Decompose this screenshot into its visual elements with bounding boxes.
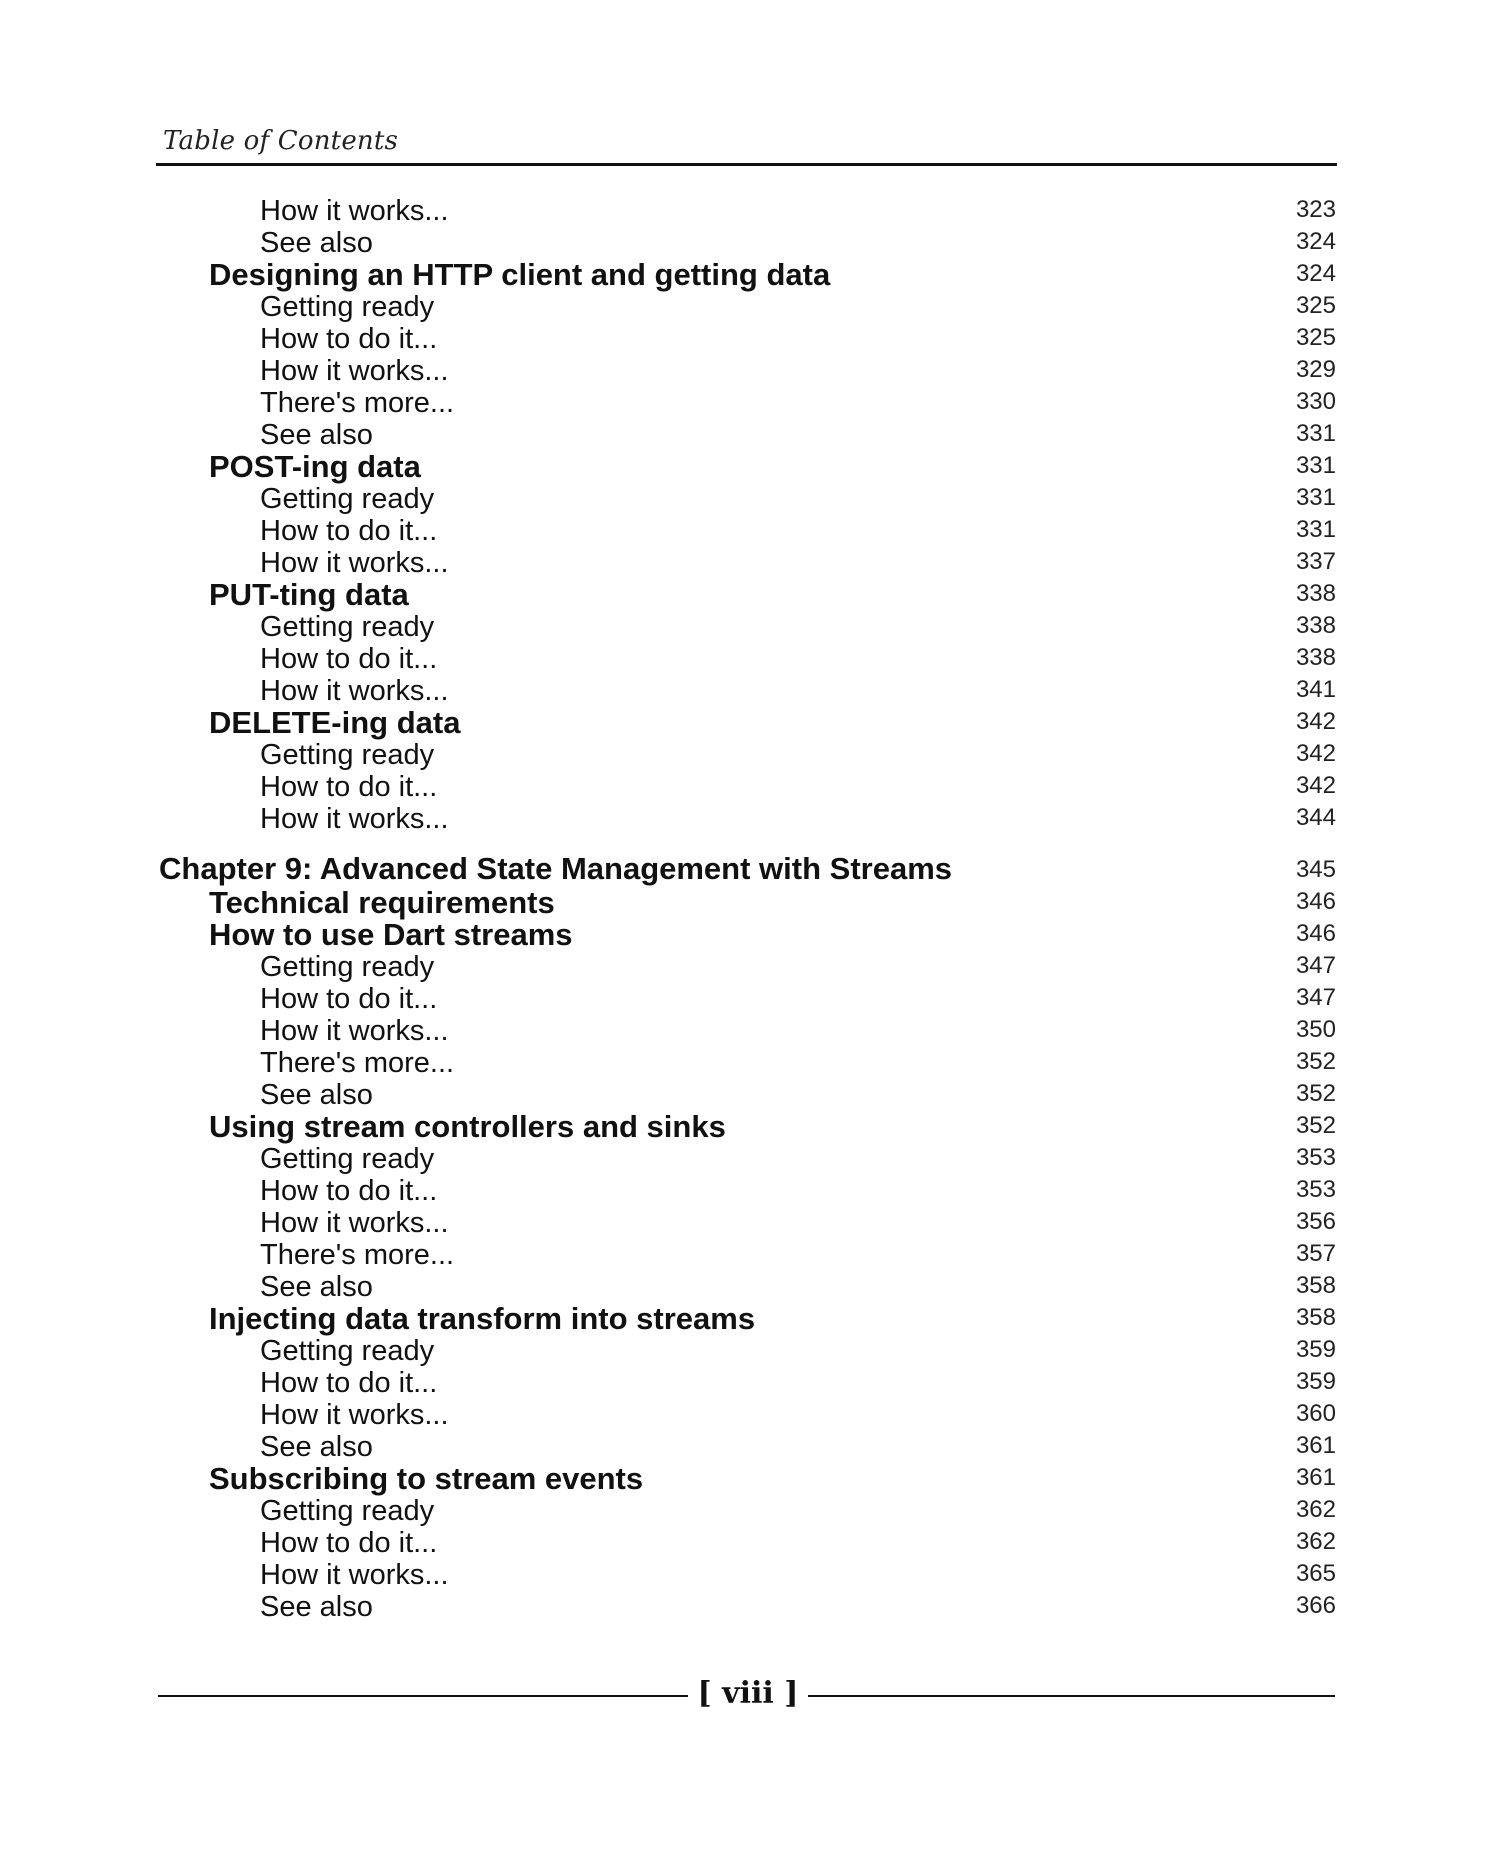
toc-subsection-entry[interactable] — [0, 611, 1500, 643]
toc-entry-title: POST-ing data — [209, 449, 421, 484]
toc-entry-title: Injecting data transform into streams — [209, 1301, 756, 1336]
toc-subsection-entry[interactable] — [0, 195, 1500, 227]
toc-subsection-entry[interactable] — [0, 515, 1500, 547]
toc-entry-title: How to use Dart streams — [209, 917, 573, 952]
toc-entry-page-number: 342 — [1295, 708, 1336, 735]
toc-entry-title: How to do it... — [260, 1367, 438, 1399]
toc-subsection-entry[interactable] — [0, 643, 1500, 675]
toc-section-entry[interactable] — [0, 1303, 1500, 1335]
toc-section-entry[interactable] — [0, 1111, 1500, 1143]
toc-subsection-entry[interactable] — [0, 547, 1500, 579]
toc-entry-title: Getting ready — [260, 483, 435, 515]
toc-entry-page-number: 358 — [1295, 1272, 1336, 1299]
toc-entry-page-number: 352 — [1295, 1080, 1336, 1107]
toc-entry-page-number: 337 — [1295, 548, 1336, 575]
toc-subsection-entry[interactable] — [0, 419, 1500, 451]
toc-subsection-entry[interactable] — [0, 1143, 1500, 1175]
page-number-folio: [ viii ] — [697, 1676, 799, 1711]
toc-entry-title: See also — [260, 1079, 373, 1111]
toc-entry-title: See also — [260, 1271, 373, 1303]
toc-subsection-entry[interactable] — [0, 1175, 1500, 1207]
toc-entry-page-number: 346 — [1295, 920, 1336, 947]
toc-section-entry[interactable] — [0, 887, 1500, 919]
toc-subsection-entry[interactable] — [0, 1591, 1500, 1623]
toc-entry-page-number: 361 — [1295, 1464, 1336, 1491]
toc-entry-title: How it works... — [260, 355, 449, 387]
toc-entry-title: Getting ready — [260, 291, 435, 323]
table-of-contents — [0, 195, 1500, 1623]
toc-entry-title: See also — [260, 1591, 373, 1623]
toc-entry-page-number: 360 — [1295, 1400, 1336, 1427]
toc-entry-page-number: 323 — [1295, 196, 1336, 223]
toc-subsection-entry[interactable] — [0, 483, 1500, 515]
toc-section-entry[interactable] — [0, 451, 1500, 483]
toc-entry-title: There's more... — [260, 387, 455, 419]
toc-entry-title: How it works... — [260, 1015, 449, 1047]
toc-entry-page-number: 345 — [1295, 856, 1336, 883]
toc-entry-title: Getting ready — [260, 1143, 435, 1175]
toc-entry-page-number: 331 — [1295, 484, 1336, 511]
toc-entry-title: How it works... — [260, 1399, 449, 1431]
toc-entry-title: Technical requirements — [209, 885, 555, 920]
toc-chapter-entry[interactable] — [0, 850, 1500, 887]
toc-entry-page-number: 344 — [1295, 804, 1336, 831]
toc-entry-title: How to do it... — [260, 323, 438, 355]
toc-section-entry[interactable] — [0, 259, 1500, 291]
toc-section-entry[interactable] — [0, 919, 1500, 951]
toc-subsection-entry[interactable] — [0, 323, 1500, 355]
toc-entry-title: How it works... — [260, 195, 449, 227]
toc-subsection-entry[interactable] — [0, 983, 1500, 1015]
toc-entry-title: DELETE-ing data — [209, 705, 461, 740]
toc-entry-title: How it works... — [260, 803, 449, 835]
toc-subsection-entry[interactable] — [0, 387, 1500, 419]
toc-entry-page-number: 359 — [1295, 1336, 1336, 1363]
toc-entry-page-number: 338 — [1295, 612, 1336, 639]
toc-entry-page-number: 330 — [1295, 388, 1336, 415]
toc-entry-page-number: 365 — [1295, 1560, 1336, 1587]
toc-entry-title: See also — [260, 1431, 373, 1463]
toc-entry-title: How to do it... — [260, 1527, 438, 1559]
toc-entry-page-number: 361 — [1295, 1432, 1336, 1459]
toc-entry-page-number: 357 — [1295, 1240, 1336, 1267]
toc-entry-page-number: 352 — [1295, 1048, 1336, 1075]
toc-entry-page-number: 366 — [1295, 1592, 1336, 1619]
toc-subsection-entry[interactable] — [0, 739, 1500, 771]
toc-subsection-entry[interactable] — [0, 771, 1500, 803]
toc-subsection-entry[interactable] — [0, 1079, 1500, 1111]
toc-entry-page-number: 359 — [1295, 1368, 1336, 1395]
toc-entry-title: Getting ready — [260, 1495, 435, 1527]
toc-entry-page-number: 362 — [1295, 1496, 1336, 1523]
toc-entry-page-number: 358 — [1295, 1304, 1336, 1331]
toc-entry-title: See also — [260, 419, 373, 451]
toc-subsection-entry[interactable] — [0, 1271, 1500, 1303]
toc-subsection-entry[interactable] — [0, 1239, 1500, 1271]
toc-entry-title: Getting ready — [260, 1335, 435, 1367]
footer-rule-right — [808, 1695, 1335, 1697]
toc-entry-title: See also — [260, 227, 373, 259]
toc-entry-page-number: 342 — [1295, 740, 1336, 767]
header-rule — [156, 163, 1337, 166]
toc-entry-page-number: 347 — [1295, 952, 1336, 979]
toc-subsection-entry[interactable] — [0, 1431, 1500, 1463]
toc-subsection-entry[interactable] — [0, 675, 1500, 707]
toc-subsection-entry[interactable] — [0, 803, 1500, 835]
toc-entry-title: Getting ready — [260, 611, 435, 643]
toc-entry-title: PUT-ting data — [209, 577, 409, 612]
toc-entry-page-number: 325 — [1295, 292, 1336, 319]
toc-entry-page-number: 329 — [1295, 356, 1336, 383]
toc-entry-page-number: 362 — [1295, 1528, 1336, 1555]
toc-entry-title: Designing an HTTP client and getting data — [209, 257, 831, 292]
toc-subsection-entry[interactable] — [0, 1335, 1500, 1367]
toc-entry-title: How it works... — [260, 547, 449, 579]
toc-entry-title: There's more... — [260, 1047, 455, 1079]
toc-entry-page-number: 331 — [1295, 516, 1336, 543]
toc-entry-title: Chapter 9: Advanced State Management with Streams — [159, 851, 952, 886]
toc-entry-page-number: 352 — [1295, 1112, 1336, 1139]
toc-entry-title: How to do it... — [260, 515, 438, 547]
toc-entry-title: How to do it... — [260, 1175, 438, 1207]
toc-subsection-entry[interactable] — [0, 227, 1500, 259]
toc-entry-title: How to do it... — [260, 643, 438, 675]
toc-entry-page-number: 331 — [1295, 420, 1336, 447]
toc-subsection-entry[interactable] — [0, 1559, 1500, 1591]
toc-entry-title: How it works... — [260, 1207, 449, 1239]
toc-entry-page-number: 338 — [1295, 644, 1336, 671]
toc-subsection-entry[interactable] — [0, 951, 1500, 983]
toc-entry-title: How to do it... — [260, 771, 438, 803]
toc-entry-page-number: 338 — [1295, 580, 1336, 607]
toc-entry-title: How it works... — [260, 1559, 449, 1591]
toc-entry-title: Using stream controllers and sinks — [209, 1109, 726, 1144]
toc-entry-page-number: 347 — [1295, 984, 1336, 1011]
toc-subsection-entry[interactable] — [0, 1207, 1500, 1239]
toc-subsection-entry[interactable] — [0, 1495, 1500, 1527]
footer-rule-left — [158, 1695, 688, 1697]
toc-entry-title: How it works... — [260, 675, 449, 707]
toc-entry-page-number: 325 — [1295, 324, 1336, 351]
toc-subsection-entry[interactable] — [0, 1527, 1500, 1559]
toc-entry-page-number: 353 — [1295, 1176, 1336, 1203]
toc-entry-title: Subscribing to stream events — [209, 1461, 644, 1496]
toc-subsection-entry[interactable] — [0, 1015, 1500, 1047]
running-head: Table of Contents — [163, 126, 399, 156]
toc-entry-title: How to do it... — [260, 983, 438, 1015]
toc-section-entry[interactable] — [0, 1463, 1500, 1495]
toc-entry-page-number: 331 — [1295, 452, 1336, 479]
toc-entry-page-number: 324 — [1295, 228, 1336, 255]
toc-entry-page-number: 341 — [1295, 676, 1336, 703]
toc-entry-title: Getting ready — [260, 739, 435, 771]
toc-subsection-entry[interactable] — [0, 1367, 1500, 1399]
toc-entry-page-number: 356 — [1295, 1208, 1336, 1235]
toc-entry-title: There's more... — [260, 1239, 455, 1271]
toc-subsection-entry[interactable] — [0, 1047, 1500, 1079]
toc-section-entry[interactable] — [0, 707, 1500, 739]
toc-subsection-entry[interactable] — [0, 291, 1500, 323]
toc-entry-page-number: 342 — [1295, 772, 1336, 799]
toc-entry-page-number: 324 — [1295, 260, 1336, 287]
toc-entry-page-number: 346 — [1295, 888, 1336, 915]
toc-entry-page-number: 350 — [1295, 1016, 1336, 1043]
toc-entry-title: Getting ready — [260, 951, 435, 983]
toc-subsection-entry[interactable] — [0, 1399, 1500, 1431]
toc-subsection-entry[interactable] — [0, 355, 1500, 387]
toc-section-entry[interactable] — [0, 579, 1500, 611]
toc-entry-page-number: 353 — [1295, 1144, 1336, 1171]
